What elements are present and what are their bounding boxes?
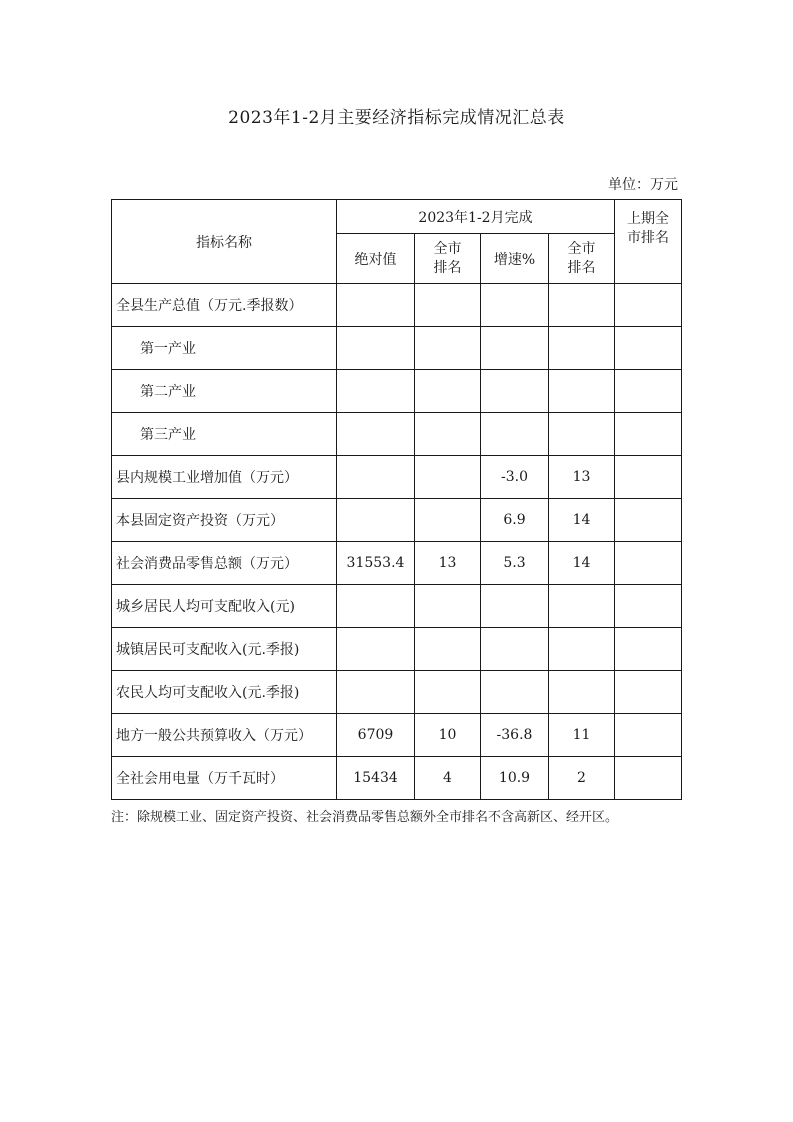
row-absolute	[337, 628, 415, 671]
row-growth	[481, 671, 549, 714]
row-rank: 4	[415, 757, 481, 800]
row-growth-rank	[549, 327, 615, 370]
table-row	[112, 370, 682, 413]
row-prev-rank	[615, 284, 682, 327]
row-prev-rank	[615, 757, 682, 800]
header-city-rank-1-line1: 全市	[433, 240, 462, 257]
header-prev-rank	[615, 200, 682, 284]
row-rank	[415, 585, 481, 628]
header-city-rank-1	[415, 234, 481, 284]
row-name: 第二产业	[112, 370, 337, 413]
row-name: 县内规模工业增加值（万元）	[112, 456, 337, 499]
row-growth-rank	[549, 370, 615, 413]
row-growth	[481, 413, 549, 456]
header-absolute: 绝对值	[337, 234, 415, 284]
row-growth: -3.0	[481, 456, 549, 499]
row-name: 地方一般公共预算收入（万元）	[112, 714, 337, 757]
table-row	[112, 284, 682, 327]
indicator-table	[111, 199, 682, 800]
table-row	[112, 499, 682, 542]
row-absolute	[337, 284, 415, 327]
row-growth	[481, 284, 549, 327]
row-name: 第三产业	[112, 413, 337, 456]
row-prev-rank	[615, 456, 682, 499]
header-indicator-name: 指标名称	[112, 200, 337, 284]
row-growth-rank	[549, 284, 615, 327]
unit-label: 单位：万元	[608, 177, 678, 193]
table-row	[112, 757, 682, 800]
row-rank	[415, 413, 481, 456]
row-absolute: 31553.4	[337, 542, 415, 585]
row-growth	[481, 370, 549, 413]
row-prev-rank	[615, 628, 682, 671]
row-growth-rank: 14	[549, 499, 615, 542]
row-growth	[481, 327, 549, 370]
header-period: 2023年1-2月完成	[337, 200, 615, 234]
table-row	[112, 585, 682, 628]
row-rank	[415, 628, 481, 671]
row-rank	[415, 671, 481, 714]
row-name: 城镇居民可支配收入(元.季报)	[112, 628, 337, 671]
row-growth: 10.9	[481, 757, 549, 800]
row-rank	[415, 284, 481, 327]
row-growth	[481, 585, 549, 628]
header-city-rank-2	[549, 234, 615, 284]
table-row	[112, 327, 682, 370]
row-growth: 6.9	[481, 499, 549, 542]
row-prev-rank	[615, 585, 682, 628]
row-absolute	[337, 327, 415, 370]
row-rank	[415, 456, 481, 499]
table-row	[112, 456, 682, 499]
table-row	[112, 671, 682, 714]
table-row	[112, 413, 682, 456]
row-name: 全县生产总值（万元.季报数）	[112, 284, 337, 327]
header-city-rank-2-line1: 全市	[567, 240, 596, 257]
row-name: 第一产业	[112, 327, 337, 370]
row-name: 全社会用电量（万千瓦时）	[112, 757, 337, 800]
row-growth: 5.3	[481, 542, 549, 585]
row-prev-rank	[615, 671, 682, 714]
row-rank	[415, 499, 481, 542]
page-title: 2023年1-2月主要经济指标完成情况汇总表	[228, 108, 565, 128]
row-absolute	[337, 370, 415, 413]
row-prev-rank	[615, 413, 682, 456]
row-rank	[415, 370, 481, 413]
row-prev-rank	[615, 370, 682, 413]
row-growth-rank	[549, 628, 615, 671]
row-absolute: 6709	[337, 714, 415, 757]
header-growth: 增速%	[481, 234, 549, 284]
row-prev-rank	[615, 327, 682, 370]
row-absolute	[337, 413, 415, 456]
row-growth-rank: 11	[549, 714, 615, 757]
row-prev-rank	[615, 499, 682, 542]
row-growth-rank	[549, 671, 615, 714]
footnote: 注：除规模工业、固定资产投资、社会消费品零售总额外全市排名不含高新区、经开区。	[111, 810, 619, 825]
row-prev-rank	[615, 542, 682, 585]
row-absolute	[337, 499, 415, 542]
row-name: 城乡居民人均可支配收入(元)	[112, 585, 337, 628]
table-row	[112, 628, 682, 671]
row-rank: 10	[415, 714, 481, 757]
row-growth	[481, 628, 549, 671]
header-prev-rank-line1: 上期全	[627, 210, 669, 227]
header-city-rank-1-line2: 排名	[433, 259, 462, 276]
row-absolute: 15434	[337, 757, 415, 800]
row-growth-rank: 13	[549, 456, 615, 499]
row-growth-rank	[549, 413, 615, 456]
table-row	[112, 542, 682, 585]
row-prev-rank	[615, 714, 682, 757]
row-absolute	[337, 585, 415, 628]
row-growth-rank: 14	[549, 542, 615, 585]
row-growth-rank: 2	[549, 757, 615, 800]
table-row	[112, 714, 682, 757]
row-name: 社会消费品零售总额（万元）	[112, 542, 337, 585]
row-rank	[415, 327, 481, 370]
row-growth-rank	[549, 585, 615, 628]
header-city-rank-2-line2: 排名	[567, 259, 596, 276]
row-name: 农民人均可支配收入(元.季报)	[112, 671, 337, 714]
row-name: 本县固定资产投资（万元）	[112, 499, 337, 542]
row-absolute	[337, 671, 415, 714]
row-rank: 13	[415, 542, 481, 585]
header-prev-rank-line2: 市排名	[627, 229, 669, 246]
row-absolute	[337, 456, 415, 499]
row-growth: -36.8	[481, 714, 549, 757]
